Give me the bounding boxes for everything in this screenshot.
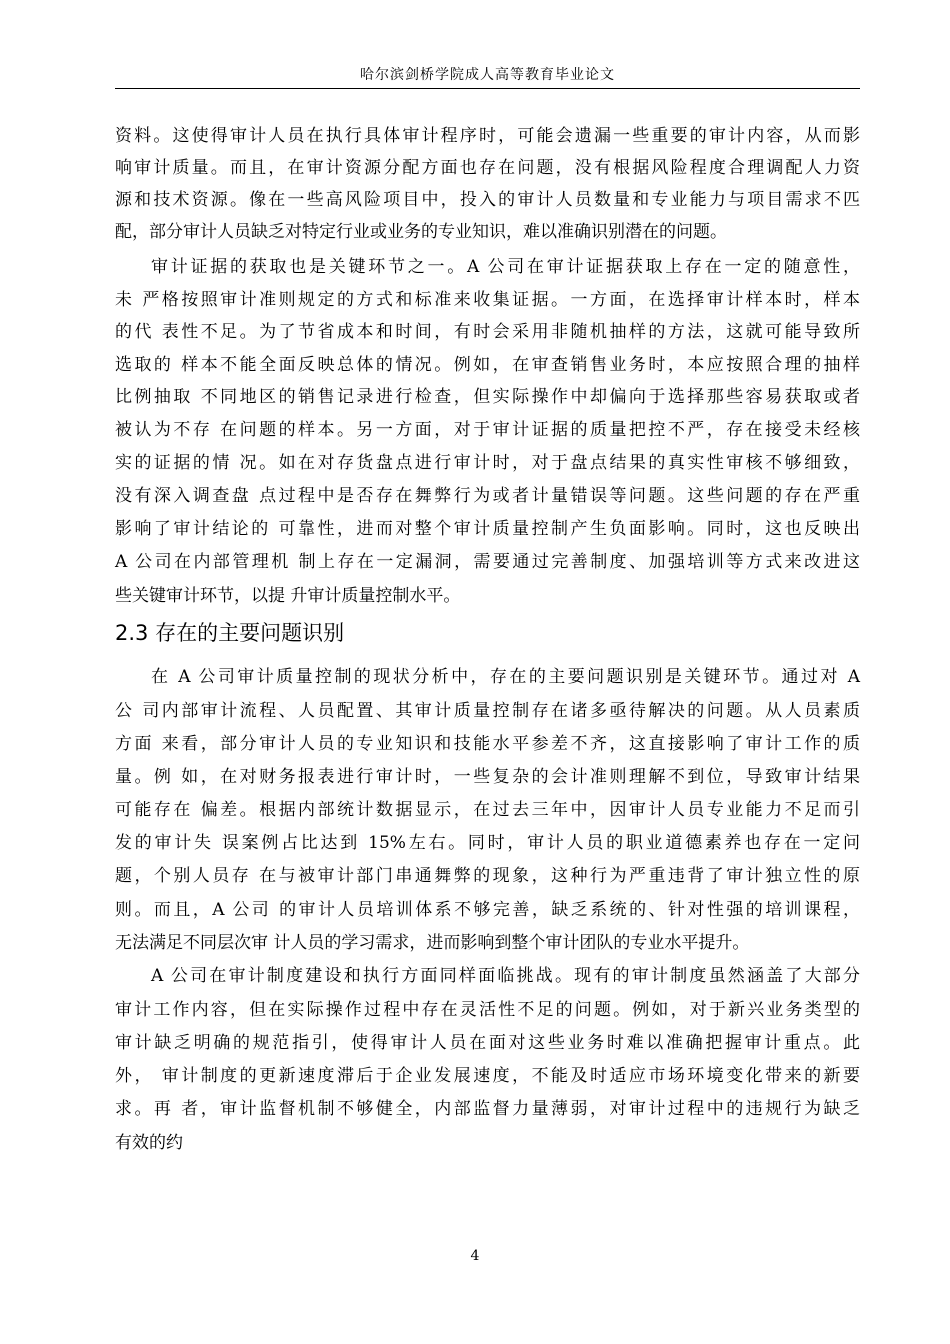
- paragraph-line: 可能存在 偏差。根据内部统计数据显示，在过去三年中，因审计人员专业能力不足而引: [115, 800, 860, 820]
- paragraph-line: 响审计质量。而且，在审计资源分配方面也存在问题，没有根据风险程度合理调配人力资: [115, 158, 860, 178]
- paragraph-line: 求。再 者，审计监督机制不够健全，内部监督力量薄弱，对审计过程中的违规行为缺乏: [115, 1099, 860, 1119]
- paragraph-line: 方面 来看，部分审计人员的专业知识和技能水平参差不齐，这直接影响了审计工作的质: [115, 734, 860, 754]
- paragraph-line: 未 严格按照审计准则规定的方式和标准来收集证据。一方面，在选择审计样本时，样本: [115, 290, 860, 310]
- paragraph-line: 资料。这使得审计人员在执行具体审计程序时，可能会遗漏一些重要的审计内容，从而影: [115, 126, 860, 146]
- paragraph-line: 审计工作内容，但在实际操作过程中存在灵活性不足的问题。例如，对于新兴业务类型的: [115, 1000, 860, 1020]
- paragraph-line: 比例抽取 不同地区的销售记录进行检查，但实际操作中却偏向于选择那些容易获取或者: [115, 387, 860, 407]
- paragraph-line: A 公司在内部管理机 制上存在一定漏洞，需要通过完善制度、加强培训等方式来改进这: [115, 552, 860, 572]
- paragraph-line: 无法满足不同层次审 计人员的学习需求，进而影响到整个审计团队的专业水平提升。: [115, 933, 750, 953]
- paragraph-line: 被认为不存 在问题的样本。另一方面，对于审计证据的质量把控不严，存在接受未经核: [115, 420, 860, 440]
- paragraph-line: 的代 表性不足。为了节省成本和时间，有时会采用非随机抽样的方法，这就可能导致所: [115, 322, 860, 342]
- section-heading: 2.3 存在的主要问题识别: [115, 621, 345, 645]
- paragraph-line: 审计缺乏明确的规范指引，使得审计人员在面对这些业务时难以准确把握审计重点。此: [115, 1033, 860, 1053]
- paragraph-line: 实的证据的情 况。如在对存货盘点进行审计时，对于盘点结果的真实性审核不够细致，: [115, 453, 860, 473]
- paragraph-line: 影响了审计结论的 可靠性，进而对整个审计质量控制产生负面影响。同时，这也反映出: [115, 519, 860, 539]
- paragraph-line: 审计证据的获取也是关键环节之一。A 公司在审计证据获取上存在一定的随意性，: [151, 257, 860, 277]
- paragraph-line: 源和技术资源。像在一些高风险项目中，投入的审计人员数量和专业能力与项目需求不匹: [115, 190, 860, 210]
- paragraph-line: 些关键审计环节，以提 升审计质量控制水平。: [115, 586, 461, 606]
- paragraph-line: 在 A 公司审计质量控制的现状分析中，存在的主要问题识别是关键环节。通过对 A: [151, 667, 860, 687]
- paragraph-line: A 公司在审计制度建设和执行方面同样面临挑战。现有的审计制度虽然涵盖了大部分: [151, 966, 860, 986]
- paragraph-line: 有效的约: [115, 1133, 183, 1153]
- paragraph-line: 则。而且，A 公司 的审计人员培训体系不够完善，缺乏系统的、针对性强的培训课程，: [115, 900, 860, 920]
- paragraph-line: 选取的 样本不能全面反映总体的情况。例如，在审查销售业务时，本应按照合理的抽样: [115, 355, 860, 375]
- paragraph-line: 外， 审计制度的更新速度滞后于企业发展速度，不能及时适应市场环境变化带来的新要: [115, 1066, 860, 1086]
- page-number: 4: [470, 1248, 480, 1264]
- header-rule: [115, 88, 860, 89]
- paragraph-line: 量。例 如，在对财务报表进行审计时，一些复杂的会计准则理解不到位，导致审计结果: [115, 767, 860, 787]
- paragraph-line: 配，部分审计人员缺乏对特定行业或业务的专业知识，难以准确识别潜在的问题。: [115, 222, 727, 242]
- paragraph-line: 发的审计失 误案例占比达到 15%左右。同时，审计人员的职业道德素养也存在一定问: [115, 833, 860, 853]
- paragraph-line: 没有深入调查盘 点过程中是否存在舞弊行为或者计量错误等问题。这些问题的存在严重: [115, 486, 860, 506]
- paragraph-line: 公 司内部审计流程、人员配置、其审计质量控制存在诸多亟待解决的问题。从人员素质: [115, 701, 860, 721]
- page-header-title: 哈尔滨剑桥学院成人高等教育毕业论文: [360, 67, 615, 83]
- paragraph-line: 题，个别人员存 在与被审计部门串通舞弊的现象，这种行为严重违背了审计独立性的原: [115, 866, 860, 886]
